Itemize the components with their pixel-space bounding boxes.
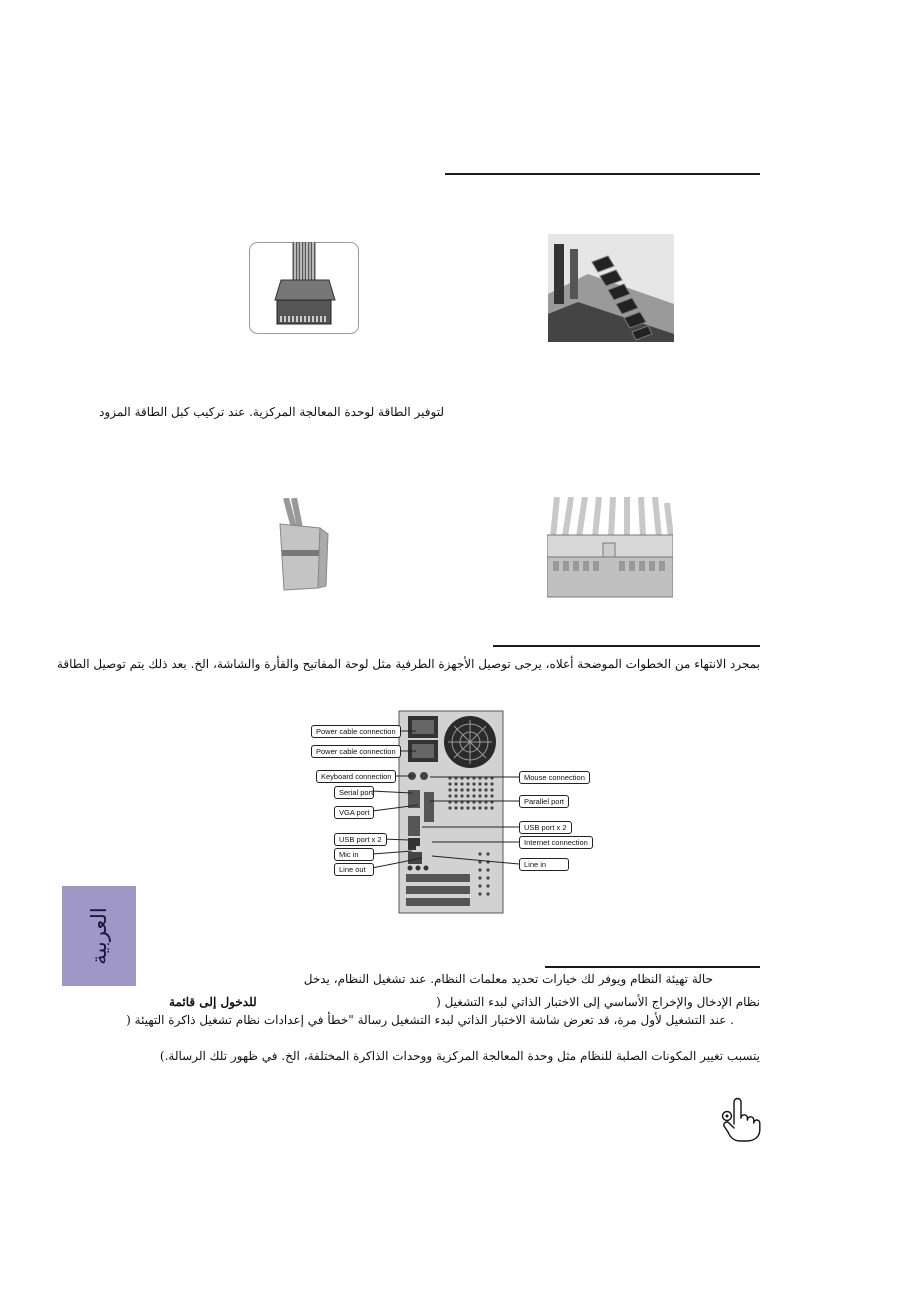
setup-paragraph-line3: . عند التشغيل لأول مرة، قد تعرض شاشة الاختبار الذاتي لبدء التشغيل رسالة "خطأ في إعدادات نظام تشغيل ذاكرة التهيئة (	[126, 1013, 734, 1027]
line-out-label: Line out	[334, 863, 374, 876]
setup-paragraph-line2-bold: للدخول إلى قائمة	[169, 995, 257, 1009]
language-side-tab	[62, 886, 136, 986]
cpu-power-paragraph: لتوفير الطاقة لوحدة المعالجة المركزية. عند تركيب كبل الطاقة المزود	[99, 405, 444, 419]
parallel-port-label: Parallel port	[519, 795, 569, 808]
mouse-connection-label: Mouse connection	[519, 771, 590, 784]
power-cable-label-1: Power cable connection	[311, 725, 401, 738]
peripherals-paragraph: بمجرد الانتهاء من الخطوات الموضحة أعلاه، يرجى توصيل الأجهزة الطرفية مثل لوحة المفاتيح والفأرة والشاشة، الخ. بعد ذلك يتم توصيل الطاقة	[56, 657, 760, 671]
serial-port-label: Serial port	[334, 786, 374, 799]
line-in-label: Line in	[519, 858, 569, 871]
setup-paragraph-line1: حالة تهيئة النظام ويوفر لك خيارات تحديد معلمات النظام. عند تشغيل النظام، يدخل	[303, 972, 713, 986]
usb-port-left-label: USB port x 2	[334, 833, 387, 846]
section-rule-setup	[545, 966, 760, 968]
power-cable-label-2: Power cable connection	[311, 745, 401, 758]
usb-port-right-label: USB port x 2	[519, 821, 572, 834]
setup-paragraph-line2: نظام الإدخال والإخراج الأساسي إلى الاختبار الذاتي لبدء التشغيل (	[436, 995, 760, 1009]
vga-port-label: VGA port	[334, 806, 374, 819]
note-paragraph: يتسبب تغيير المكونات الصلبة للنظام مثل وحدة المعالجة المركزية ووحدات الذاكرة المختلفة، الخ. في ظهور تلك الرسالة.)	[159, 1049, 760, 1063]
internet-connection-label: Internet connection	[519, 836, 593, 849]
keyboard-connection-label: Keyboard connection	[316, 770, 396, 783]
language-side-tab-label: العربية	[87, 907, 111, 965]
mic-in-label: Mic in	[334, 848, 374, 861]
note-hand-icon	[718, 1096, 762, 1142]
